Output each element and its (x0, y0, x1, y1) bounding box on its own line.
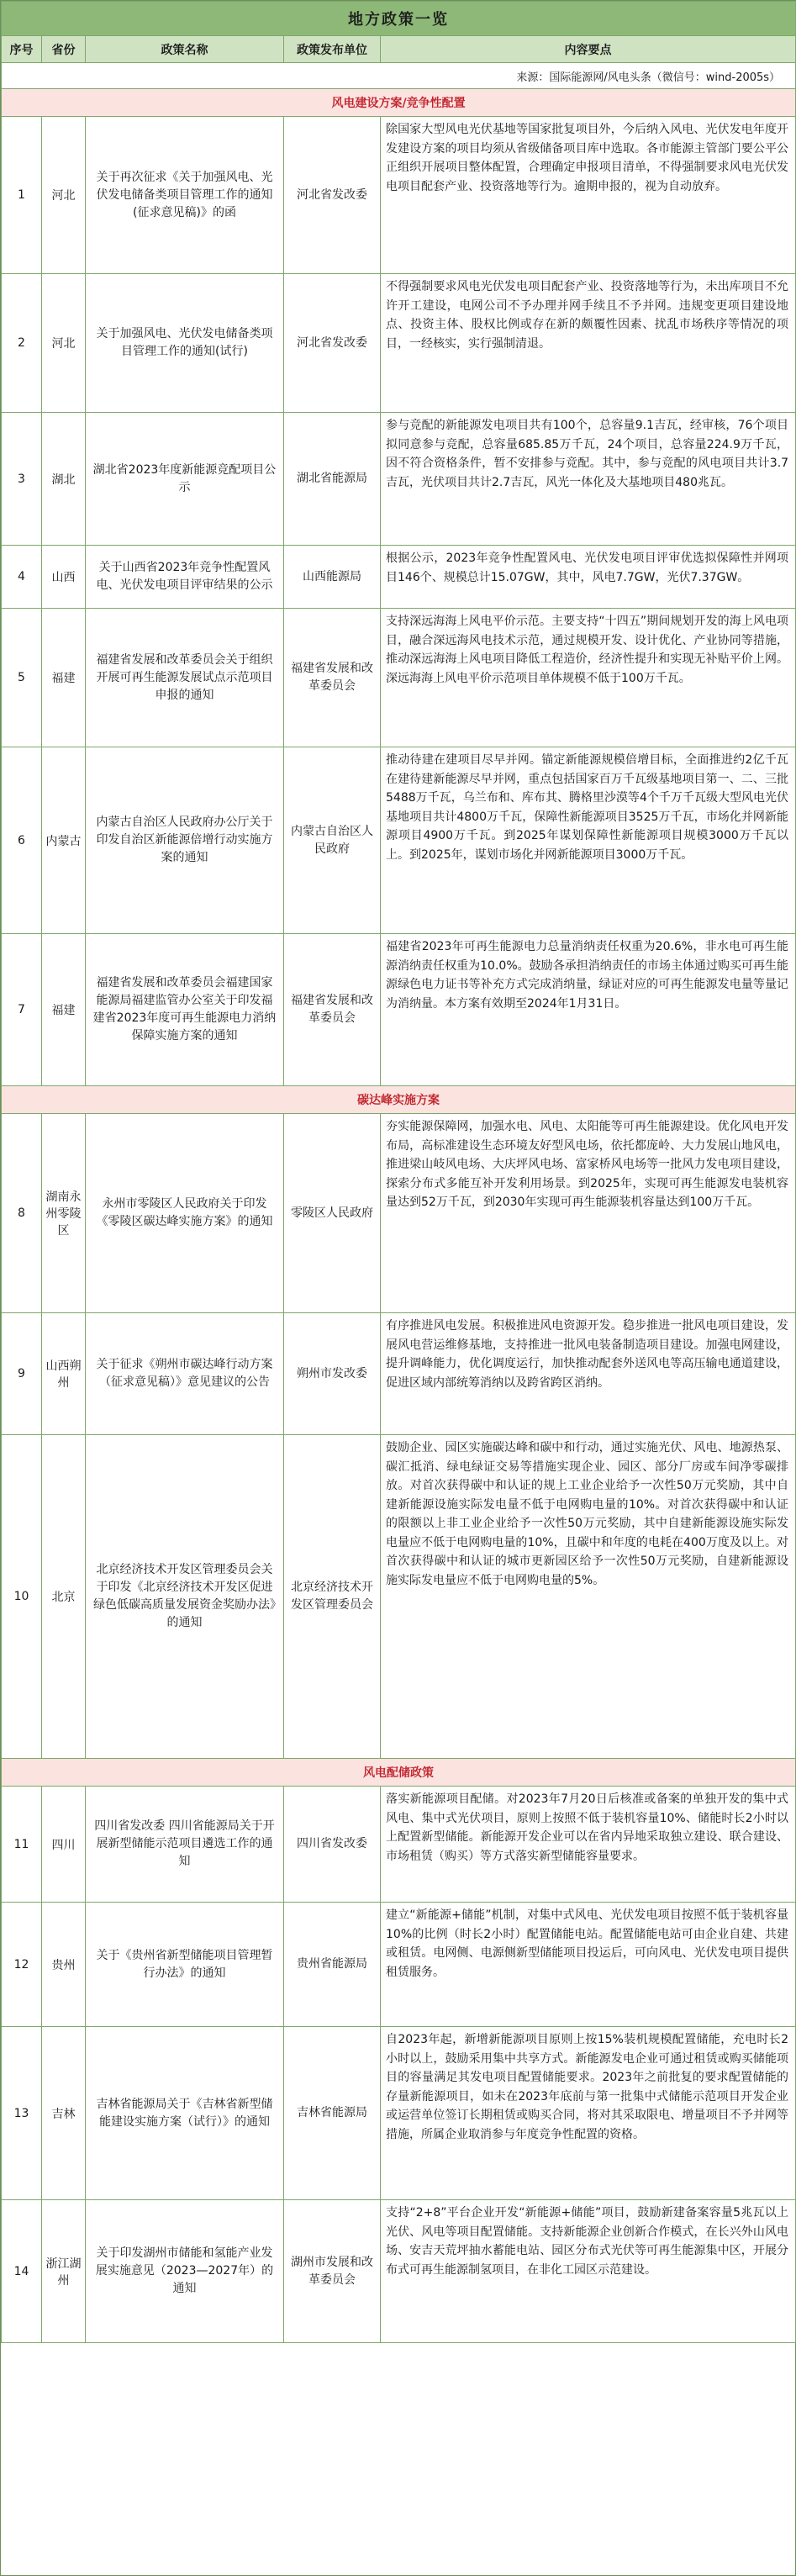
header-content: 内容要点 (381, 36, 796, 63)
row-number: 5 (2, 609, 42, 747)
row-policy-name: 福建省发展和改革委员会关于组织开展可再生能源发展试点示范项目申报的通知 (86, 609, 284, 747)
title-row (2, 2, 796, 36)
row-content: 支持深远海海上风电平价示范。主要支持“十四五”期间规划开发的海上风电项目，融合深远海风电技术示范，通过规模开发、设计优化、产业协同等措施，推动深远海海上风电项目降低工程造价，经济性提升和实现无补贴平价上网。深远海海上风电平价示范项目单体规模不低于100万千瓦。 (381, 609, 796, 747)
table-row (2, 609, 796, 747)
row-province: 福建 (42, 934, 86, 1086)
row-province: 吉林 (42, 2027, 86, 2200)
section-title: 碳达峰实施方案 (2, 1086, 796, 1114)
row-content: 有序推进风电发展。积极推进风电资源开发。稳步推进一批风电项目建设，发展风电营运维修基地，支持推进一批风电装备制造项目建设。加强电网建设，提升调峰能力，优化调度运行，加快推动配套外送风电等高压输电通道建设，促进区域内部统筹消纳以及跨省跨区消纳。 (381, 1313, 796, 1435)
row-province: 内蒙古 (42, 747, 86, 934)
row-policy-name: 北京经济技术开发区管理委员会关于印发《北京经济技术开发区促进绿色低碳高质量发展资金奖励办法》的通知 (86, 1435, 284, 1759)
row-issuer: 山西能源局 (284, 546, 381, 609)
row-content: 福建省2023年可再生能源电力总量消纳责任权重为20.6%，非水电可再生能源消纳责任权重为10.0%。鼓励各承担消纳责任的市场主体通过购买可再生能源绿色电力证书等补充方式完成消纳量，绿证对应的可再生能源发电量等量记为消纳量。本方案有效期至2024年1月31日。 (381, 934, 796, 1086)
row-number: 12 (2, 1903, 42, 2027)
row-issuer: 北京经济技术开发区管理委员会 (284, 1435, 381, 1759)
row-policy-name: 关于再次征求《关于加强风电、光伏发电储备类项目管理工作的通知(征求意见稿)》的函 (86, 117, 284, 274)
row-issuer: 内蒙古自治区人民政府 (284, 747, 381, 934)
section-title: 风电配储政策 (2, 1759, 796, 1787)
row-content: 自2023年起，新增新能源项目原则上按15%装机规模配置储能，充电时长2小时以上，鼓励采用集中共享方式。新能源发电企业可通过租赁或购买储能项目的容量满足其发电项目配置储能要求。2023年之前批复的要求配置储能的存量新能源项目，如未在2023年底前与第一批集中式储能示范项目开发企业或运营单位签订长期租赁或购买合同，将对其采取限电、增量项目不予并网等措施，所属企业取消参与年度竞争性配置的资格。 (381, 2027, 796, 2200)
row-content: 推动待建在建项目尽早并网。锚定新能源规模倍增目标，全面推进约2亿千瓦在建待建新能源尽早并网，重点包括国家百万千瓦级基地项目第一、二、三批5488万千瓦，乌兰布和、库布其、腾格里沙漠等4个千万千瓦级大型风电光伏基地项目共计4800万千瓦，保障性新能源项目3525万千瓦，市场化并网新能源项目4900万千瓦。到2025年谋划保障性新能源项目规模3000万千瓦以上。到2025年，谋划市场化并网新能源项目3000万千瓦。 (381, 747, 796, 934)
row-issuer: 朔州市发改委 (284, 1313, 381, 1435)
table-row (2, 117, 796, 274)
row-policy-name: 福建省发展和改革委员会福建国家能源局福建监管办公室关于印发福建省2023年度可再生能源电力消纳保障实施方案的通知 (86, 934, 284, 1086)
row-policy-name: 关于印发湖州市储能和氢能产业发展实施意见（2023—2027年）的通知 (86, 2200, 284, 2343)
row-number: 6 (2, 747, 42, 934)
table-row (2, 413, 796, 546)
row-province: 湖北 (42, 413, 86, 546)
row-province: 北京 (42, 1435, 86, 1759)
section-header (2, 1086, 796, 1114)
table-row (2, 1435, 796, 1759)
table-row (2, 1903, 796, 2027)
source-row (2, 63, 796, 89)
row-issuer: 河北省发改委 (284, 274, 381, 413)
section-header (2, 89, 796, 117)
row-policy-name: 湖北省2023年度新能源竞配项目公示 (86, 413, 284, 546)
policy-table (1, 1, 796, 2343)
row-province: 湖南永州零陵区 (42, 1114, 86, 1313)
row-policy-name: 内蒙古自治区人民政府办公厅关于印发自治区新能源倍增行动实施方案的通知 (86, 747, 284, 934)
header-policy-name: 政策名称 (86, 36, 284, 63)
row-policy-name: 吉林省能源局关于《吉林省新型储能建设实施方案（试行）》的通知 (86, 2027, 284, 2200)
table-row (2, 2200, 796, 2343)
row-province: 河北 (42, 117, 86, 274)
row-number: 14 (2, 2200, 42, 2343)
row-policy-name: 关于加强风电、光伏发电储备类项目管理工作的通知(试行) (86, 274, 284, 413)
row-policy-name: 关于山西省2023年竞争性配置风电、光伏发电项目评审结果的公示 (86, 546, 284, 609)
row-content: 建立“新能源+储能”机制，对集中式风电、光伏发电项目按照不低于装机容量10%的比例（时长2小时）配置储能电站。配置储能电站可由企业自建、共建或租赁。电网侧、电源侧新型储能项目投运后，可向风电、光伏发电项目提供租赁服务。 (381, 1903, 796, 2027)
row-issuer: 贵州省能源局 (284, 1903, 381, 2027)
row-policy-name: 关于征求《朔州市碳达峰行动方案（征求意见稿）》意见建议的公告 (86, 1313, 284, 1435)
row-issuer: 福建省发展和改革委员会 (284, 934, 381, 1086)
row-number: 11 (2, 1787, 42, 1903)
row-province: 四川 (42, 1787, 86, 1903)
row-content: 落实新能源项目配储。对2023年7月20日后核准或备案的单独开发的集中式风电、集中式光伏项目，原则上按照不低于装机容量10%、储能时长2小时以上配置新型储能。新能源开发企业可以在省内异地采取独立建设、联合建设、市场租赁（购买）等方式落实新型储能容量要求。 (381, 1787, 796, 1903)
row-policy-name: 四川省发改委 四川省能源局关于开展新型储能示范项目遴选工作的通知 (86, 1787, 284, 1903)
row-issuer: 零陵区人民政府 (284, 1114, 381, 1313)
row-content: 参与竞配的新能源发电项目共有100个，总容量9.1吉瓦，经审核，76个项目拟同意参与竞配，总容量685.85万千瓦，24个项目，总容量224.9万千瓦，因不符合资格条件，暂不安排参与竞配。其中，参与竞配的风电项目共计3.7吉瓦，光伏项目共计2.7吉瓦，风光一体化及大基地项目480兆瓦。 (381, 413, 796, 546)
row-province: 山西 (42, 546, 86, 609)
row-number: 8 (2, 1114, 42, 1313)
row-province: 河北 (42, 274, 86, 413)
row-issuer: 河北省发改委 (284, 117, 381, 274)
row-number: 10 (2, 1435, 42, 1759)
row-number: 4 (2, 546, 42, 609)
table-row (2, 1313, 796, 1435)
page-title: 地方政策一览 (2, 2, 796, 36)
table-row (2, 934, 796, 1086)
header-issuer: 政策发布单位 (284, 36, 381, 63)
row-number: 9 (2, 1313, 42, 1435)
table-row (2, 546, 796, 609)
row-number: 3 (2, 413, 42, 546)
row-number: 13 (2, 2027, 42, 2200)
table-row (2, 1114, 796, 1313)
row-policy-name: 关于《贵州省新型储能项目管理暂行办法》的通知 (86, 1903, 284, 2027)
row-policy-name: 永州市零陵区人民政府关于印发《零陵区碳达峰实施方案》的通知 (86, 1114, 284, 1313)
row-number: 2 (2, 274, 42, 413)
row-province: 山西朔州 (42, 1313, 86, 1435)
row-issuer: 吉林省能源局 (284, 2027, 381, 2200)
row-province: 浙江湖州 (42, 2200, 86, 2343)
row-issuer: 湖州市发展和改革委员会 (284, 2200, 381, 2343)
header-no: 序号 (2, 36, 42, 63)
row-issuer: 四川省发改委 (284, 1787, 381, 1903)
row-content: 夯实能源保障网，加强水电、风电、太阳能等可再生能源建设。优化风电开发布局，高标准建设生态环境友好型风电场，依托都庞岭、大力发展山地风电，推进梁山岐风电场、大庆坪风电场、富家桥风电场等一批风力发电项目建设，探索分布式多能互补开发利用场景。到2025年，实现可再生能源发电装机容量达到52万千瓦，到2030年实现可再生能源装机容量达到100万千瓦。 (381, 1114, 796, 1313)
row-content: 不得强制要求风电光伏发电项目配套产业、投资落地等行为，未出库项目不允许开工建设，电网公司不予办理并网手续且不予并网。违规变更项目建设地点、投资主体、股权比例或存在新的颇覆性因素、扰乱市场秩序等情况的项目，一经核实，实行强制清退。 (381, 274, 796, 413)
row-number: 1 (2, 117, 42, 274)
row-issuer: 湖北省能源局 (284, 413, 381, 546)
header-province: 省份 (42, 36, 86, 63)
section-title: 风电建设方案/竞争性配置 (2, 89, 796, 117)
row-content: 除国家大型风电光伏基地等国家批复项目外，今后纳入风电、光伏发电年度开发建设方案的项目均须从省级储备项目库中选取。各市能源主管部门要公平公正组织开展项目整体配置，合理确定申报项目清单，不得强制要求风电光伏发电项目配套产业、投资落地等行为。逾期申报的，视为自动放弃。 (381, 117, 796, 274)
row-content: 支持“2+8”平台企业开发“新能源+储能”项目，鼓励新建备案容量5兆瓦以上光伏、风电等项目配置储能。支持新能源企业创新合作模式，在长兴外山风电场、安吉天荒坪抽水蓄能电站、园区分布式光伏等可再生能源集中区，开展分布式可再生能源制氢项目，在非化工园区示范建设。 (381, 2200, 796, 2343)
row-content: 根据公示，2023年竞争性配置风电、光伏发电项目评审优选拟保障性并网项目146个、规模总计15.07GW，其中，风电7.7GW，光伏7.37GW。 (381, 546, 796, 609)
table-row (2, 2027, 796, 2200)
section-header (2, 1759, 796, 1787)
row-issuer: 福建省发展和改革委员会 (284, 609, 381, 747)
source-note: 来源：国际能源网/风电头条（微信号：wind-2005s） (2, 63, 796, 89)
row-number: 7 (2, 934, 42, 1086)
row-province: 贵州 (42, 1903, 86, 2027)
table-row (2, 747, 796, 934)
row-province: 福建 (42, 609, 86, 747)
header-row (2, 36, 796, 63)
row-content: 鼓励企业、园区实施碳达峰和碳中和行动，通过实施光伏、风电、地源热泵、碳汇抵消、绿电绿证交易等措施实现企业、园区、部分厂房或车间净零碳排放。对首次获得碳中和认证的规上工业企业给予一次性50万元奖励，其中自建新能源设施实际发电量不低于电网购电量的10%。对首次获得碳中和认证的限额以上非工业企业给予一次性50万元奖励，其中自建新能源设施实际发电量应不低于电网购电量的10%，且碳中和年度的电耗在400万度及以上。对首次获得碳中和认证的城市更新园区给予一次性50万元奖励，自建新能源设施实际发电量应不低于电网购电量的5%。 (381, 1435, 796, 1759)
table-row (2, 274, 796, 413)
table-row (2, 1787, 796, 1903)
